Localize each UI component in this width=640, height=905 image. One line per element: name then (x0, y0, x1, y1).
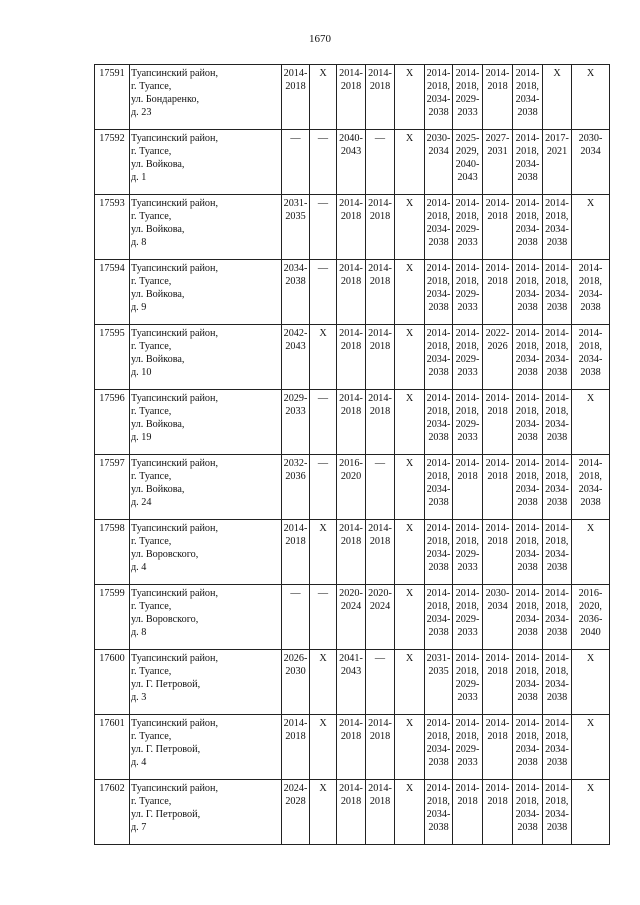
address-line: д. 1 (131, 172, 147, 183)
period-cell: 2014- 2018 (366, 65, 395, 130)
period-cell: 2014- 2018 (483, 390, 513, 455)
address-line: Туапсинский район, (131, 653, 219, 664)
period-cell: 2014- 2018 (483, 65, 513, 130)
period-cell: X (395, 780, 425, 845)
address-line: д. 8 (131, 237, 147, 248)
table-row (95, 260, 610, 325)
period-cell: 2014- 2018, 2029- 2033 (453, 390, 483, 455)
period-cell: X (572, 390, 610, 455)
period-cell: X (395, 195, 425, 260)
address-cell (130, 325, 282, 390)
period-cell: X (395, 260, 425, 325)
period-cell: 2040- 2043 (337, 130, 366, 195)
period-cell: 2014- 2018, 2034- 2038 (543, 260, 572, 325)
period-cell: X (572, 780, 610, 845)
address-line: ул. Войкова, (131, 354, 185, 365)
table-row (95, 780, 610, 845)
period-cell: 2014- 2018, 2029- 2033 (453, 520, 483, 585)
period-cell: 2014- 2018 (483, 520, 513, 585)
period-cell: 2014- 2018 (453, 455, 483, 520)
period-cell: 2014- 2018, 2034- 2038 (543, 390, 572, 455)
period-cell: X (395, 520, 425, 585)
period-cell: 2014- 2018, 2034- 2038 (513, 455, 543, 520)
period-cell: 2014- 2018 (366, 195, 395, 260)
period-cell: 2024- 2028 (282, 780, 310, 845)
address-line: д. 7 (131, 822, 147, 833)
period-cell: 2042- 2043 (282, 325, 310, 390)
period-cell: 2014- 2018, 2034- 2038 (513, 780, 543, 845)
address-cell (130, 650, 282, 715)
period-cell: 2014- 2018 (337, 325, 366, 390)
address-line: г. Туапсе, (131, 276, 172, 287)
period-cell: X (395, 65, 425, 130)
address-line: Туапсинский район, (131, 133, 219, 144)
period-cell: 2014- 2018, 2034- 2038 (425, 715, 453, 780)
period-cell: X (395, 585, 425, 650)
period-cell: — (310, 130, 337, 195)
address-cell (130, 520, 282, 585)
address-line: Туапсинский район, (131, 393, 219, 404)
period-cell: 2014- 2018 (366, 390, 395, 455)
period-cell: X (395, 650, 425, 715)
period-cell: 2014- 2018, 2034- 2038 (513, 390, 543, 455)
period-cell: 2014- 2018 (337, 65, 366, 130)
period-cell: 2014- 2018 (483, 715, 513, 780)
address-line: д. 8 (131, 627, 147, 638)
period-cell: 2014- 2018 (337, 260, 366, 325)
address-line: г. Туапсе, (131, 536, 172, 547)
row-number: 17599 (95, 585, 130, 650)
period-cell: 2029- 2033 (282, 390, 310, 455)
period-cell: — (310, 585, 337, 650)
period-cell: 2014- 2018, 2034- 2038 (543, 520, 572, 585)
period-cell: X (310, 325, 337, 390)
period-cell: 2014- 2018 (366, 520, 395, 585)
address-line: ул. Воровского, (131, 549, 199, 560)
period-cell: 2030- 2034 (425, 130, 453, 195)
period-cell: 2014- 2018, 2034- 2038 (543, 585, 572, 650)
table-row (95, 325, 610, 390)
period-cell: 2016- 2020 (337, 455, 366, 520)
address-line: д. 23 (131, 107, 152, 118)
period-cell: 2014- 2018, 2034- 2038 (513, 260, 543, 325)
period-cell: 2014- 2018 (453, 780, 483, 845)
row-number: 17594 (95, 260, 130, 325)
row-number: 17598 (95, 520, 130, 585)
address-line: Туапсинский район, (131, 718, 219, 729)
period-cell: 2017- 2021 (543, 130, 572, 195)
period-cell: X (310, 780, 337, 845)
address-cell (130, 260, 282, 325)
period-cell: 2014- 2018, 2034- 2038 (425, 520, 453, 585)
table-row (95, 650, 610, 715)
period-cell: — (282, 585, 310, 650)
address-line: д. 9 (131, 302, 147, 313)
address-line: д. 24 (131, 497, 152, 508)
address-line: ул. Воровского, (131, 614, 199, 625)
period-cell: 2014- 2018, 2034- 2038 (425, 585, 453, 650)
address-line: ул. Войкова, (131, 419, 185, 430)
period-cell: 2014- 2018, 2029- 2033 (453, 715, 483, 780)
period-cell: 2014- 2018, 2034- 2038 (425, 65, 453, 130)
period-cell: 2014- 2018 (366, 260, 395, 325)
period-cell: — (366, 130, 395, 195)
period-cell: 2014- 2018, 2034- 2038 (513, 715, 543, 780)
address-line: Туапсинский район, (131, 458, 219, 469)
address-line: Туапсинский район, (131, 588, 219, 599)
period-cell: — (310, 260, 337, 325)
period-cell: 2014- 2018, 2029- 2033 (453, 260, 483, 325)
address-line: г. Туапсе, (131, 731, 172, 742)
address-line: г. Туапсе, (131, 471, 172, 482)
period-cell: 2014- 2018, 2029- 2033 (453, 325, 483, 390)
period-cell: X (310, 715, 337, 780)
row-number: 17596 (95, 390, 130, 455)
period-cell: 2014- 2018, 2034- 2038 (543, 715, 572, 780)
address-line: д. 19 (131, 432, 152, 443)
page-number: 1670 (309, 33, 331, 45)
period-cell: 2014- 2018 (282, 65, 310, 130)
period-cell: X (310, 650, 337, 715)
address-line: ул. Войкова, (131, 289, 185, 300)
period-cell: 2014- 2018 (337, 780, 366, 845)
period-cell: 2014- 2018, 2034- 2038 (572, 325, 610, 390)
address-line: г. Туапсе, (131, 601, 172, 612)
address-line: ул. Бондаренко, (131, 94, 200, 105)
period-cell: 2031- 2035 (425, 650, 453, 715)
address-line: ул. Войкова, (131, 484, 185, 495)
period-cell: X (572, 650, 610, 715)
address-cell (130, 130, 282, 195)
period-cell: 2014- 2018 (337, 195, 366, 260)
row-number: 17593 (95, 195, 130, 260)
period-cell: 2030- 2034 (572, 130, 610, 195)
period-cell: 2014- 2018, 2034- 2038 (425, 780, 453, 845)
row-number: 17597 (95, 455, 130, 520)
address-line: г. Туапсе, (131, 406, 172, 417)
period-cell: 2014- 2018 (282, 520, 310, 585)
address-line: Туапсинский район, (131, 198, 219, 209)
period-cell: 2014- 2018 (483, 195, 513, 260)
period-cell: 2014- 2018, 2034- 2038 (572, 455, 610, 520)
address-cell (130, 65, 282, 130)
table-row (95, 520, 610, 585)
period-cell: — (366, 455, 395, 520)
period-cell: 2020- 2024 (337, 585, 366, 650)
address-line: ул. Войкова, (131, 224, 185, 235)
building-registry-table (94, 64, 610, 845)
period-cell: 2014- 2018, 2034- 2038 (513, 650, 543, 715)
period-cell: 2027- 2031 (483, 130, 513, 195)
period-cell: X (395, 455, 425, 520)
address-line: г. Туапсе, (131, 341, 172, 352)
period-cell: 2014- 2018, 2034- 2038 (543, 455, 572, 520)
address-line: д. 10 (131, 367, 152, 378)
period-cell: 2014- 2018 (337, 715, 366, 780)
address-cell (130, 195, 282, 260)
period-cell: 2014- 2018, 2029- 2033 (453, 65, 483, 130)
period-cell: 2016- 2020, 2036- 2040 (572, 585, 610, 650)
period-cell: 2014- 2018, 2034- 2038 (572, 260, 610, 325)
period-cell: 2014- 2018, 2034- 2038 (543, 650, 572, 715)
table-row (95, 195, 610, 260)
period-cell: 2014- 2018, 2034- 2038 (425, 390, 453, 455)
table-row (95, 585, 610, 650)
period-cell: X (395, 390, 425, 455)
address-line: ул. Г. Петровой, (131, 679, 201, 690)
period-cell: 2031- 2035 (282, 195, 310, 260)
period-cell: 2014- 2018, 2029- 2033 (453, 585, 483, 650)
period-cell: X (543, 65, 572, 130)
period-cell: 2014- 2018, 2034- 2038 (425, 195, 453, 260)
period-cell: 2014- 2018, 2034- 2038 (543, 780, 572, 845)
period-cell: 2014- 2018, 2034- 2038 (425, 260, 453, 325)
period-cell: 2014- 2018, 2034- 2038 (543, 195, 572, 260)
address-line: д. 4 (131, 757, 147, 768)
period-cell: 2022- 2026 (483, 325, 513, 390)
address-cell (130, 585, 282, 650)
period-cell: 2014- 2018, 2034- 2038 (513, 325, 543, 390)
period-cell: X (572, 715, 610, 780)
period-cell: 2014- 2018 (337, 390, 366, 455)
address-line: ул. Г. Петровой, (131, 809, 201, 820)
period-cell: X (572, 195, 610, 260)
table-row (95, 715, 610, 780)
row-number: 17602 (95, 780, 130, 845)
address-line: Туапсинский район, (131, 263, 219, 274)
period-cell: 2014- 2018, 2029- 2033 (453, 195, 483, 260)
row-number: 17592 (95, 130, 130, 195)
address-line: Туапсинский район, (131, 328, 219, 339)
address-line: ул. Г. Петровой, (131, 744, 201, 755)
row-number: 17595 (95, 325, 130, 390)
period-cell: 2014- 2018 (483, 455, 513, 520)
address-line: г. Туапсе, (131, 796, 172, 807)
period-cell: 2014- 2018 (483, 650, 513, 715)
period-cell: 2014- 2018 (337, 520, 366, 585)
address-line: д. 3 (131, 692, 147, 703)
period-cell: 2014- 2018, 2034- 2038 (543, 325, 572, 390)
period-cell: 2014- 2018 (366, 715, 395, 780)
address-cell (130, 390, 282, 455)
period-cell: — (310, 390, 337, 455)
address-line: Туапсинский район, (131, 783, 219, 794)
period-cell: — (310, 455, 337, 520)
period-cell: 2014- 2018, 2029- 2033 (453, 650, 483, 715)
period-cell: X (395, 130, 425, 195)
row-number: 17600 (95, 650, 130, 715)
address-line: ул. Войкова, (131, 159, 185, 170)
row-number: 17601 (95, 715, 130, 780)
row-number: 17591 (95, 65, 130, 130)
period-cell: 2014- 2018, 2034- 2038 (425, 455, 453, 520)
period-cell: X (395, 325, 425, 390)
table-row (95, 130, 610, 195)
period-cell: 2034- 2038 (282, 260, 310, 325)
period-cell: 2014- 2018, 2034- 2038 (513, 130, 543, 195)
period-cell: 2014- 2018, 2034- 2038 (425, 325, 453, 390)
period-cell: — (282, 130, 310, 195)
address-cell (130, 715, 282, 780)
period-cell: 2014- 2018, 2034- 2038 (513, 195, 543, 260)
table-row (95, 65, 610, 130)
address-cell (130, 455, 282, 520)
period-cell: 2025- 2029, 2040- 2043 (453, 130, 483, 195)
address-line: Туапсинский район, (131, 523, 219, 534)
period-cell: 2014- 2018, 2034- 2038 (513, 65, 543, 130)
period-cell: X (310, 65, 337, 130)
period-cell: — (366, 650, 395, 715)
period-cell: 2014- 2018 (282, 715, 310, 780)
address-cell (130, 780, 282, 845)
period-cell: 2014- 2018 (366, 780, 395, 845)
period-cell: 2026- 2030 (282, 650, 310, 715)
period-cell: X (572, 520, 610, 585)
address-line: г. Туапсе, (131, 211, 172, 222)
period-cell: 2014- 2018, 2034- 2038 (513, 520, 543, 585)
period-cell: 2014- 2018 (366, 325, 395, 390)
period-cell: X (572, 65, 610, 130)
address-line: Туапсинский район, (131, 68, 219, 79)
period-cell: 2014- 2018 (483, 780, 513, 845)
address-line: г. Туапсе, (131, 81, 172, 92)
table-row (95, 455, 610, 520)
period-cell: X (310, 520, 337, 585)
period-cell: 2041- 2043 (337, 650, 366, 715)
address-line: д. 4 (131, 562, 147, 573)
period-cell: 2014- 2018 (483, 260, 513, 325)
address-line: г. Туапсе, (131, 146, 172, 157)
period-cell: — (310, 195, 337, 260)
period-cell: 2030- 2034 (483, 585, 513, 650)
period-cell: 2020- 2024 (366, 585, 395, 650)
period-cell: 2014- 2018, 2034- 2038 (513, 585, 543, 650)
period-cell: 2032- 2036 (282, 455, 310, 520)
table-row (95, 390, 610, 455)
period-cell: X (395, 715, 425, 780)
address-line: г. Туапсе, (131, 666, 172, 677)
